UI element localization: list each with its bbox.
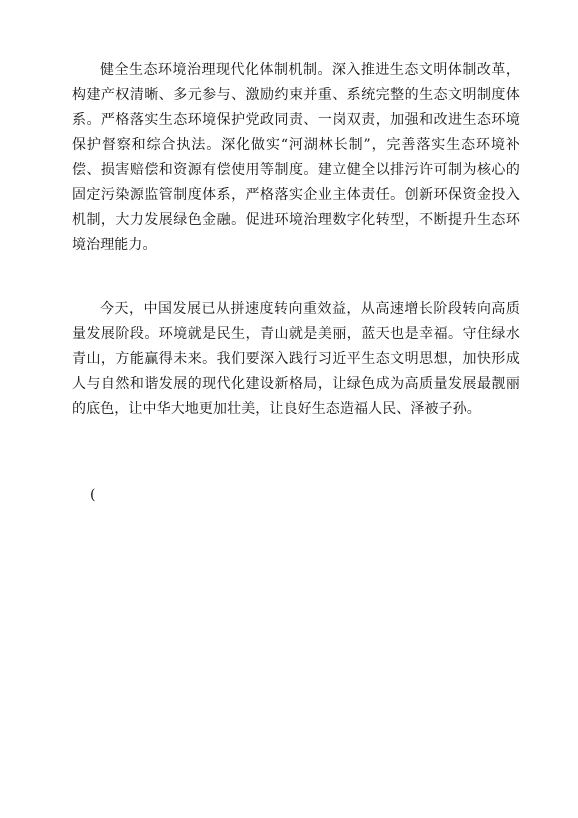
body-paragraph-conclusion: 今天，中国发展已从拼速度转向重效益，从高速增长阶段转向高质量发展阶段。环境就是民生，青山就是美丽，蓝天也是幸福。守住绿水青山，方能赢得未来。我们要深入践行习近平生态文明思想，加快形成人与自然和谐发展的现代化建设新格局，让绿色成为高质量发展最靓丽的底色，让中华大地更加壮美，让良好生态造福人民、泽被子孙。 [72, 301, 520, 417]
stray-parenthesis: ( [90, 487, 96, 503]
body-paragraph-governance: 健全生态环境治理现代化体制机制。深入推进生态文明体制改革，构建产权清晰、多元参与、激励约束并重、系统完整的生态文明制度体系。严格落实生态环境保护党政同责、一岗双责，加强和改进生态环境保护督察和综合执法。深化做实“河湖林长制”，完善落实生态环境补偿、损害赔偿和资源有偿使用等制度。建立健全以排污许可制为核心的固定污染源监管制度体系，严格落实企业主体责任。创新环保资金投入机制，大力发展绿色金融。促进环境治理数字化转型，不断提升生态环境治理能力。 [72, 62, 520, 253]
